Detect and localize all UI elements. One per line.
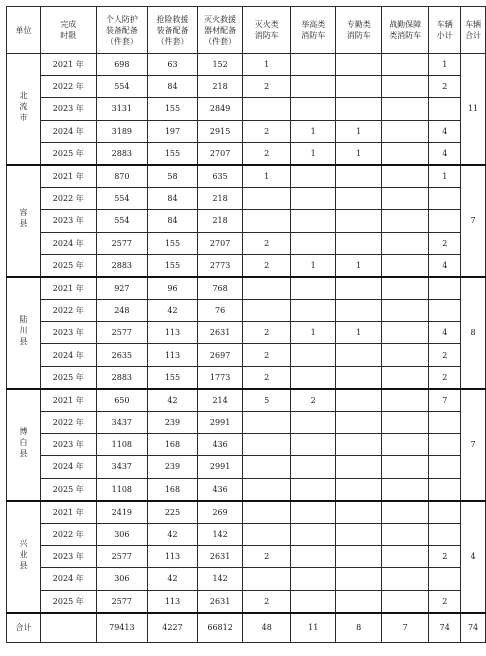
header-fire-truck: 灭火类 消防车 [243, 7, 290, 54]
personal-cell: 698 [96, 54, 148, 76]
table-row [7, 76, 486, 98]
special-truck-cell [336, 232, 382, 254]
fire-equip-cell: 2773 [197, 254, 243, 277]
fire-equip-cell: 214 [197, 389, 243, 412]
vehicle-total-cell: 7 [461, 165, 486, 277]
year-cell: 2022 年 [41, 300, 97, 322]
special-truck-cell: 1 [336, 120, 382, 142]
fire-truck-cell [243, 456, 290, 478]
table-row [7, 412, 486, 434]
header-rescue-equipment: 抢险救援 装备配备 （件套） [148, 7, 198, 54]
support-truck-cell [381, 322, 428, 344]
support-truck-cell [381, 546, 428, 568]
year-cell: 2025 年 [41, 366, 97, 389]
footer-personal: 79413 [96, 613, 148, 643]
rescue-cell: 197 [148, 120, 198, 142]
special-truck-cell [336, 188, 382, 210]
special-truck-cell: 1 [336, 254, 382, 277]
fire-truck-cell [243, 98, 290, 120]
special-truck-cell: 1 [336, 322, 382, 344]
rescue-cell: 155 [148, 232, 198, 254]
rescue-cell: 225 [148, 501, 198, 524]
unit-cell [7, 54, 41, 165]
aerial-truck-cell [290, 523, 336, 545]
aerial-truck-cell: 1 [290, 254, 336, 277]
aerial-truck-cell [290, 412, 336, 434]
year-cell: 2021 年 [41, 165, 97, 188]
subtotal-cell: 4 [429, 322, 461, 344]
subtotal-cell [429, 277, 461, 300]
header-vehicle-total: 车辆 合计 [461, 7, 486, 54]
subtotal-cell [429, 478, 461, 501]
year-cell: 2025 年 [41, 254, 97, 277]
table-row [7, 142, 486, 165]
rescue-cell: 168 [148, 478, 198, 501]
personal-cell: 2577 [96, 322, 148, 344]
year-cell: 2025 年 [41, 142, 97, 165]
support-truck-cell [381, 232, 428, 254]
table-row [7, 98, 486, 120]
year-cell: 2023 年 [41, 546, 97, 568]
subtotal-cell: 2 [429, 546, 461, 568]
footer-time [41, 613, 97, 643]
aerial-truck-cell: 1 [290, 120, 336, 142]
table-row [7, 322, 486, 344]
fire-equip-cell: 768 [197, 277, 243, 300]
table-row [7, 546, 486, 568]
aerial-truck-cell [290, 232, 336, 254]
fire-equip-cell: 218 [197, 188, 243, 210]
aerial-truck-cell [290, 76, 336, 98]
fire-equip-cell: 2707 [197, 142, 243, 165]
fire-truck-cell [243, 523, 290, 545]
table-row [7, 389, 486, 412]
header-aerial-truck: 举高类 消防车 [290, 7, 336, 54]
fire-equip-cell: 436 [197, 434, 243, 456]
table-row [7, 366, 486, 389]
fire-truck-cell: 2 [243, 344, 290, 366]
fire-truck-cell: 2 [243, 76, 290, 98]
fire-truck-cell [243, 277, 290, 300]
rescue-cell: 42 [148, 389, 198, 412]
support-truck-cell [381, 54, 428, 76]
year-cell: 2021 年 [41, 54, 97, 76]
personal-cell: 3437 [96, 412, 148, 434]
year-cell: 2024 年 [41, 232, 97, 254]
subtotal-cell [429, 412, 461, 434]
fire-truck-cell: 2 [243, 590, 290, 613]
subtotal-cell: 7 [429, 389, 461, 412]
fire-truck-cell: 2 [243, 366, 290, 389]
personal-cell: 2883 [96, 142, 148, 165]
support-truck-cell [381, 254, 428, 277]
table-row [7, 590, 486, 613]
vehicle-total-cell: 4 [461, 501, 486, 613]
support-truck-cell [381, 568, 428, 590]
vehicle-total-cell: 11 [461, 54, 486, 165]
fire-truck-cell: 1 [243, 54, 290, 76]
table-row [7, 277, 486, 300]
footer-label: 合计 [7, 613, 41, 643]
personal-cell: 3131 [96, 98, 148, 120]
subtotal-cell: 2 [429, 590, 461, 613]
fire-truck-cell: 2 [243, 120, 290, 142]
special-truck-cell [336, 76, 382, 98]
table-row [7, 501, 486, 524]
footer-subtotal: 74 [429, 613, 461, 643]
fire-equip-cell: 142 [197, 523, 243, 545]
year-cell: 2023 年 [41, 434, 97, 456]
aerial-truck-cell [290, 188, 336, 210]
table-body [7, 54, 486, 613]
fire-truck-cell: 2 [243, 232, 290, 254]
table-row [7, 165, 486, 188]
personal-cell: 3437 [96, 456, 148, 478]
unit-cell [7, 501, 41, 613]
subtotal-cell: 2 [429, 344, 461, 366]
fire-equip-cell: 2707 [197, 232, 243, 254]
vehicle-total-cell: 8 [461, 277, 486, 389]
table-row [7, 120, 486, 142]
rescue-cell: 239 [148, 456, 198, 478]
unit-name: 容县 [19, 208, 28, 231]
special-truck-cell [336, 389, 382, 412]
subtotal-cell: 4 [429, 142, 461, 165]
special-truck-cell [336, 456, 382, 478]
personal-cell: 554 [96, 76, 148, 98]
table-row [7, 254, 486, 277]
rescue-cell: 84 [148, 76, 198, 98]
year-cell: 2021 年 [41, 277, 97, 300]
rescue-cell: 42 [148, 300, 198, 322]
fire-truck-cell [243, 501, 290, 524]
aerial-truck-cell [290, 456, 336, 478]
table-row [7, 210, 486, 232]
aerial-truck-cell [290, 568, 336, 590]
fire-equip-cell: 269 [197, 501, 243, 524]
rescue-cell: 42 [148, 568, 198, 590]
table-row [7, 478, 486, 501]
subtotal-cell [429, 456, 461, 478]
personal-cell: 1108 [96, 478, 148, 501]
table-row [7, 188, 486, 210]
support-truck-cell [381, 366, 428, 389]
subtotal-cell: 2 [429, 232, 461, 254]
special-truck-cell [336, 412, 382, 434]
special-truck-cell [336, 523, 382, 545]
support-truck-cell [381, 98, 428, 120]
special-truck-cell [336, 501, 382, 524]
rescue-cell: 239 [148, 412, 198, 434]
fire-equip-cell: 436 [197, 478, 243, 501]
header-time: 完成 时限 [41, 7, 97, 54]
personal-cell: 2635 [96, 344, 148, 366]
rescue-cell: 155 [148, 254, 198, 277]
rescue-cell: 113 [148, 546, 198, 568]
aerial-truck-cell [290, 546, 336, 568]
year-cell: 2023 年 [41, 210, 97, 232]
aerial-truck-cell [290, 165, 336, 188]
aerial-truck-cell: 1 [290, 322, 336, 344]
support-truck-cell [381, 344, 428, 366]
year-cell: 2025 年 [41, 590, 97, 613]
special-truck-cell: 1 [336, 142, 382, 165]
rescue-cell: 84 [148, 210, 198, 232]
fire-equip-cell: 2915 [197, 120, 243, 142]
fire-truck-cell [243, 188, 290, 210]
header-row [7, 7, 486, 54]
fire-truck-cell: 2 [243, 546, 290, 568]
fire-equip-cell: 2849 [197, 98, 243, 120]
year-cell: 2024 年 [41, 120, 97, 142]
aerial-truck-cell [290, 98, 336, 120]
fire-equip-cell: 2631 [197, 590, 243, 613]
aerial-truck-cell: 1 [290, 142, 336, 165]
fire-equip-cell: 2697 [197, 344, 243, 366]
subtotal-cell [429, 434, 461, 456]
support-truck-cell [381, 456, 428, 478]
personal-cell: 306 [96, 523, 148, 545]
support-truck-cell [381, 142, 428, 165]
footer-support: 7 [381, 613, 428, 643]
table-row [7, 568, 486, 590]
footer-aerial: 11 [290, 613, 336, 643]
rescue-cell: 113 [148, 322, 198, 344]
support-truck-cell [381, 210, 428, 232]
aerial-truck-cell [290, 210, 336, 232]
rescue-cell: 84 [148, 188, 198, 210]
rescue-cell: 113 [148, 590, 198, 613]
table-row [7, 232, 486, 254]
unit-name: 北流市 [19, 90, 28, 124]
aerial-truck-cell [290, 590, 336, 613]
table-row [7, 54, 486, 76]
header-support-truck: 战勤保障 类消防车 [381, 7, 428, 54]
year-cell: 2024 年 [41, 344, 97, 366]
special-truck-cell [336, 210, 382, 232]
fire-equip-cell: 635 [197, 165, 243, 188]
fire-truck-cell: 2 [243, 322, 290, 344]
fire-truck-cell: 1 [243, 165, 290, 188]
equipment-allocation-table [6, 6, 486, 643]
year-cell: 2022 年 [41, 412, 97, 434]
rescue-cell: 63 [148, 54, 198, 76]
subtotal-cell [429, 501, 461, 524]
aerial-truck-cell [290, 478, 336, 501]
fire-equip-cell: 2991 [197, 456, 243, 478]
personal-cell: 2577 [96, 232, 148, 254]
table-row [7, 523, 486, 545]
header-special-truck: 专勤类 消防车 [336, 7, 382, 54]
personal-cell: 870 [96, 165, 148, 188]
fire-equip-cell: 2631 [197, 546, 243, 568]
subtotal-cell [429, 523, 461, 545]
support-truck-cell [381, 165, 428, 188]
year-cell: 2022 年 [41, 188, 97, 210]
support-truck-cell [381, 277, 428, 300]
footer-fire-truck: 48 [243, 613, 290, 643]
year-cell: 2022 年 [41, 76, 97, 98]
special-truck-cell [336, 344, 382, 366]
support-truck-cell [381, 501, 428, 524]
personal-cell: 2883 [96, 366, 148, 389]
personal-cell: 248 [96, 300, 148, 322]
year-cell: 2022 年 [41, 523, 97, 545]
special-truck-cell [336, 54, 382, 76]
subtotal-cell [429, 568, 461, 590]
fire-equip-cell: 218 [197, 76, 243, 98]
support-truck-cell [381, 590, 428, 613]
aerial-truck-cell [290, 366, 336, 389]
support-truck-cell [381, 389, 428, 412]
fire-truck-cell [243, 300, 290, 322]
subtotal-cell [429, 300, 461, 322]
fire-equip-cell: 1773 [197, 366, 243, 389]
subtotal-cell: 4 [429, 254, 461, 277]
unit-cell [7, 165, 41, 277]
subtotal-cell: 2 [429, 76, 461, 98]
aerial-truck-cell [290, 434, 336, 456]
rescue-cell: 168 [148, 434, 198, 456]
personal-cell: 3189 [96, 120, 148, 142]
rescue-cell: 113 [148, 344, 198, 366]
aerial-truck-cell [290, 344, 336, 366]
aerial-truck-cell [290, 501, 336, 524]
special-truck-cell [336, 366, 382, 389]
rescue-cell: 155 [148, 98, 198, 120]
fire-truck-cell: 2 [243, 142, 290, 165]
subtotal-cell [429, 210, 461, 232]
special-truck-cell [336, 590, 382, 613]
fire-truck-cell [243, 434, 290, 456]
year-cell: 2021 年 [41, 501, 97, 524]
unit-name: 兴业县 [19, 538, 28, 572]
rescue-cell: 96 [148, 277, 198, 300]
year-cell: 2021 年 [41, 389, 97, 412]
subtotal-cell [429, 188, 461, 210]
personal-cell: 554 [96, 188, 148, 210]
rescue-cell: 155 [148, 142, 198, 165]
table-row [7, 300, 486, 322]
unit-cell [7, 277, 41, 389]
table-row [7, 456, 486, 478]
fire-equip-cell: 142 [197, 568, 243, 590]
footer-total-row [7, 613, 486, 643]
personal-cell: 2883 [96, 254, 148, 277]
rescue-cell: 42 [148, 523, 198, 545]
year-cell: 2023 年 [41, 322, 97, 344]
fire-equip-cell: 218 [197, 210, 243, 232]
equipment-table-container [6, 6, 486, 643]
special-truck-cell [336, 568, 382, 590]
footer-fire-equip: 66812 [197, 613, 243, 643]
rescue-cell: 58 [148, 165, 198, 188]
fire-truck-cell: 2 [243, 254, 290, 277]
header-fire-equipment: 灭火救援 器材配备 （件套） [197, 7, 243, 54]
fire-equip-cell: 2991 [197, 412, 243, 434]
support-truck-cell [381, 434, 428, 456]
special-truck-cell [336, 434, 382, 456]
header-personal-equipment: 个人防护 装备配备 （件套） [96, 7, 148, 54]
fire-truck-cell [243, 210, 290, 232]
personal-cell: 650 [96, 389, 148, 412]
fire-truck-cell [243, 568, 290, 590]
year-cell: 2023 年 [41, 98, 97, 120]
support-truck-cell [381, 76, 428, 98]
support-truck-cell [381, 523, 428, 545]
special-truck-cell [336, 277, 382, 300]
subtotal-cell: 1 [429, 165, 461, 188]
personal-cell: 2577 [96, 546, 148, 568]
fire-equip-cell: 76 [197, 300, 243, 322]
fire-equip-cell: 2631 [197, 322, 243, 344]
support-truck-cell [381, 412, 428, 434]
support-truck-cell [381, 478, 428, 501]
special-truck-cell [336, 98, 382, 120]
year-cell: 2025 年 [41, 478, 97, 501]
table-row [7, 344, 486, 366]
aerial-truck-cell [290, 300, 336, 322]
support-truck-cell [381, 188, 428, 210]
personal-cell: 927 [96, 277, 148, 300]
fire-truck-cell: 5 [243, 389, 290, 412]
subtotal-cell [429, 98, 461, 120]
unit-cell [7, 389, 41, 501]
personal-cell: 1108 [96, 434, 148, 456]
fire-truck-cell [243, 478, 290, 501]
fire-truck-cell [243, 412, 290, 434]
header-unit: 单位 [7, 7, 41, 54]
special-truck-cell [336, 165, 382, 188]
personal-cell: 554 [96, 210, 148, 232]
fire-equip-cell: 152 [197, 54, 243, 76]
footer-total: 74 [461, 613, 486, 643]
support-truck-cell [381, 300, 428, 322]
footer-special: 8 [336, 613, 382, 643]
personal-cell: 306 [96, 568, 148, 590]
support-truck-cell [381, 120, 428, 142]
subtotal-cell: 1 [429, 54, 461, 76]
unit-name: 博白县 [19, 426, 28, 460]
aerial-truck-cell: 2 [290, 389, 336, 412]
year-cell: 2024 年 [41, 568, 97, 590]
unit-name: 陆川县 [19, 314, 28, 348]
personal-cell: 2419 [96, 501, 148, 524]
subtotal-cell: 2 [429, 366, 461, 389]
year-cell: 2024 年 [41, 456, 97, 478]
special-truck-cell [336, 478, 382, 501]
aerial-truck-cell [290, 277, 336, 300]
personal-cell: 2577 [96, 590, 148, 613]
table-row [7, 434, 486, 456]
subtotal-cell: 4 [429, 120, 461, 142]
rescue-cell: 155 [148, 366, 198, 389]
special-truck-cell [336, 300, 382, 322]
special-truck-cell [336, 546, 382, 568]
aerial-truck-cell [290, 54, 336, 76]
footer-rescue: 4227 [148, 613, 198, 643]
vehicle-total-cell: 7 [461, 389, 486, 501]
header-vehicle-subtotal: 车辆 小计 [429, 7, 461, 54]
